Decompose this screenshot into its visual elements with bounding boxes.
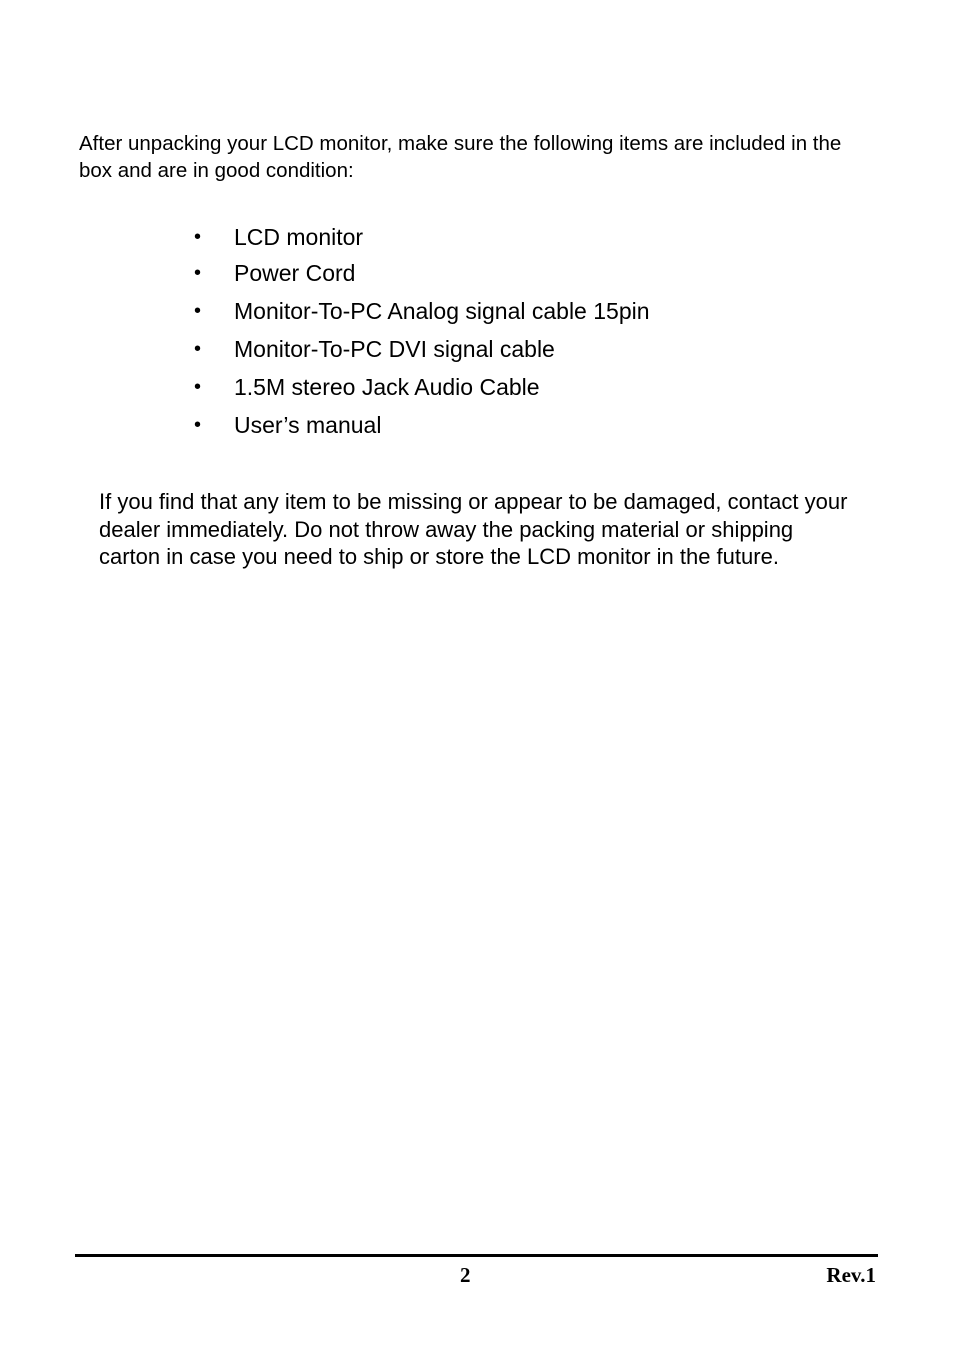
bullet-icon: • [194, 376, 202, 398]
list-item-text: Monitor-To-PC DVI signal cable [234, 336, 555, 362]
page-number: 2 [460, 1263, 471, 1287]
intro-paragraph: After unpacking your LCD monitor, make sure the following items are included in the box and are in good condition: [79, 132, 842, 182]
list-item-text: Power Cord [234, 260, 356, 286]
bullet-icon: • [194, 226, 202, 248]
missing-items-notice: If you find that any item to be missing or appear to be damaged, contact your dealer immediately. Do not throw away the packing material or shipping carton in case you need to ship or store the LCD monitor in the future. [99, 489, 848, 569]
list-item-text: LCD monitor [234, 224, 364, 250]
bullet-icon: • [194, 414, 202, 436]
bullet-icon: • [194, 262, 202, 284]
footer-divider [75, 1254, 878, 1257]
revision-label: Rev.1 [826, 1263, 876, 1287]
bullet-icon: • [194, 338, 202, 360]
list-item-text: 1.5M stereo Jack Audio Cable [234, 374, 540, 400]
bullet-icon: • [194, 300, 202, 322]
list-item-text: Monitor-To-PC Analog signal cable 15pin [234, 298, 650, 324]
list-item-text: User’s manual [234, 412, 382, 438]
